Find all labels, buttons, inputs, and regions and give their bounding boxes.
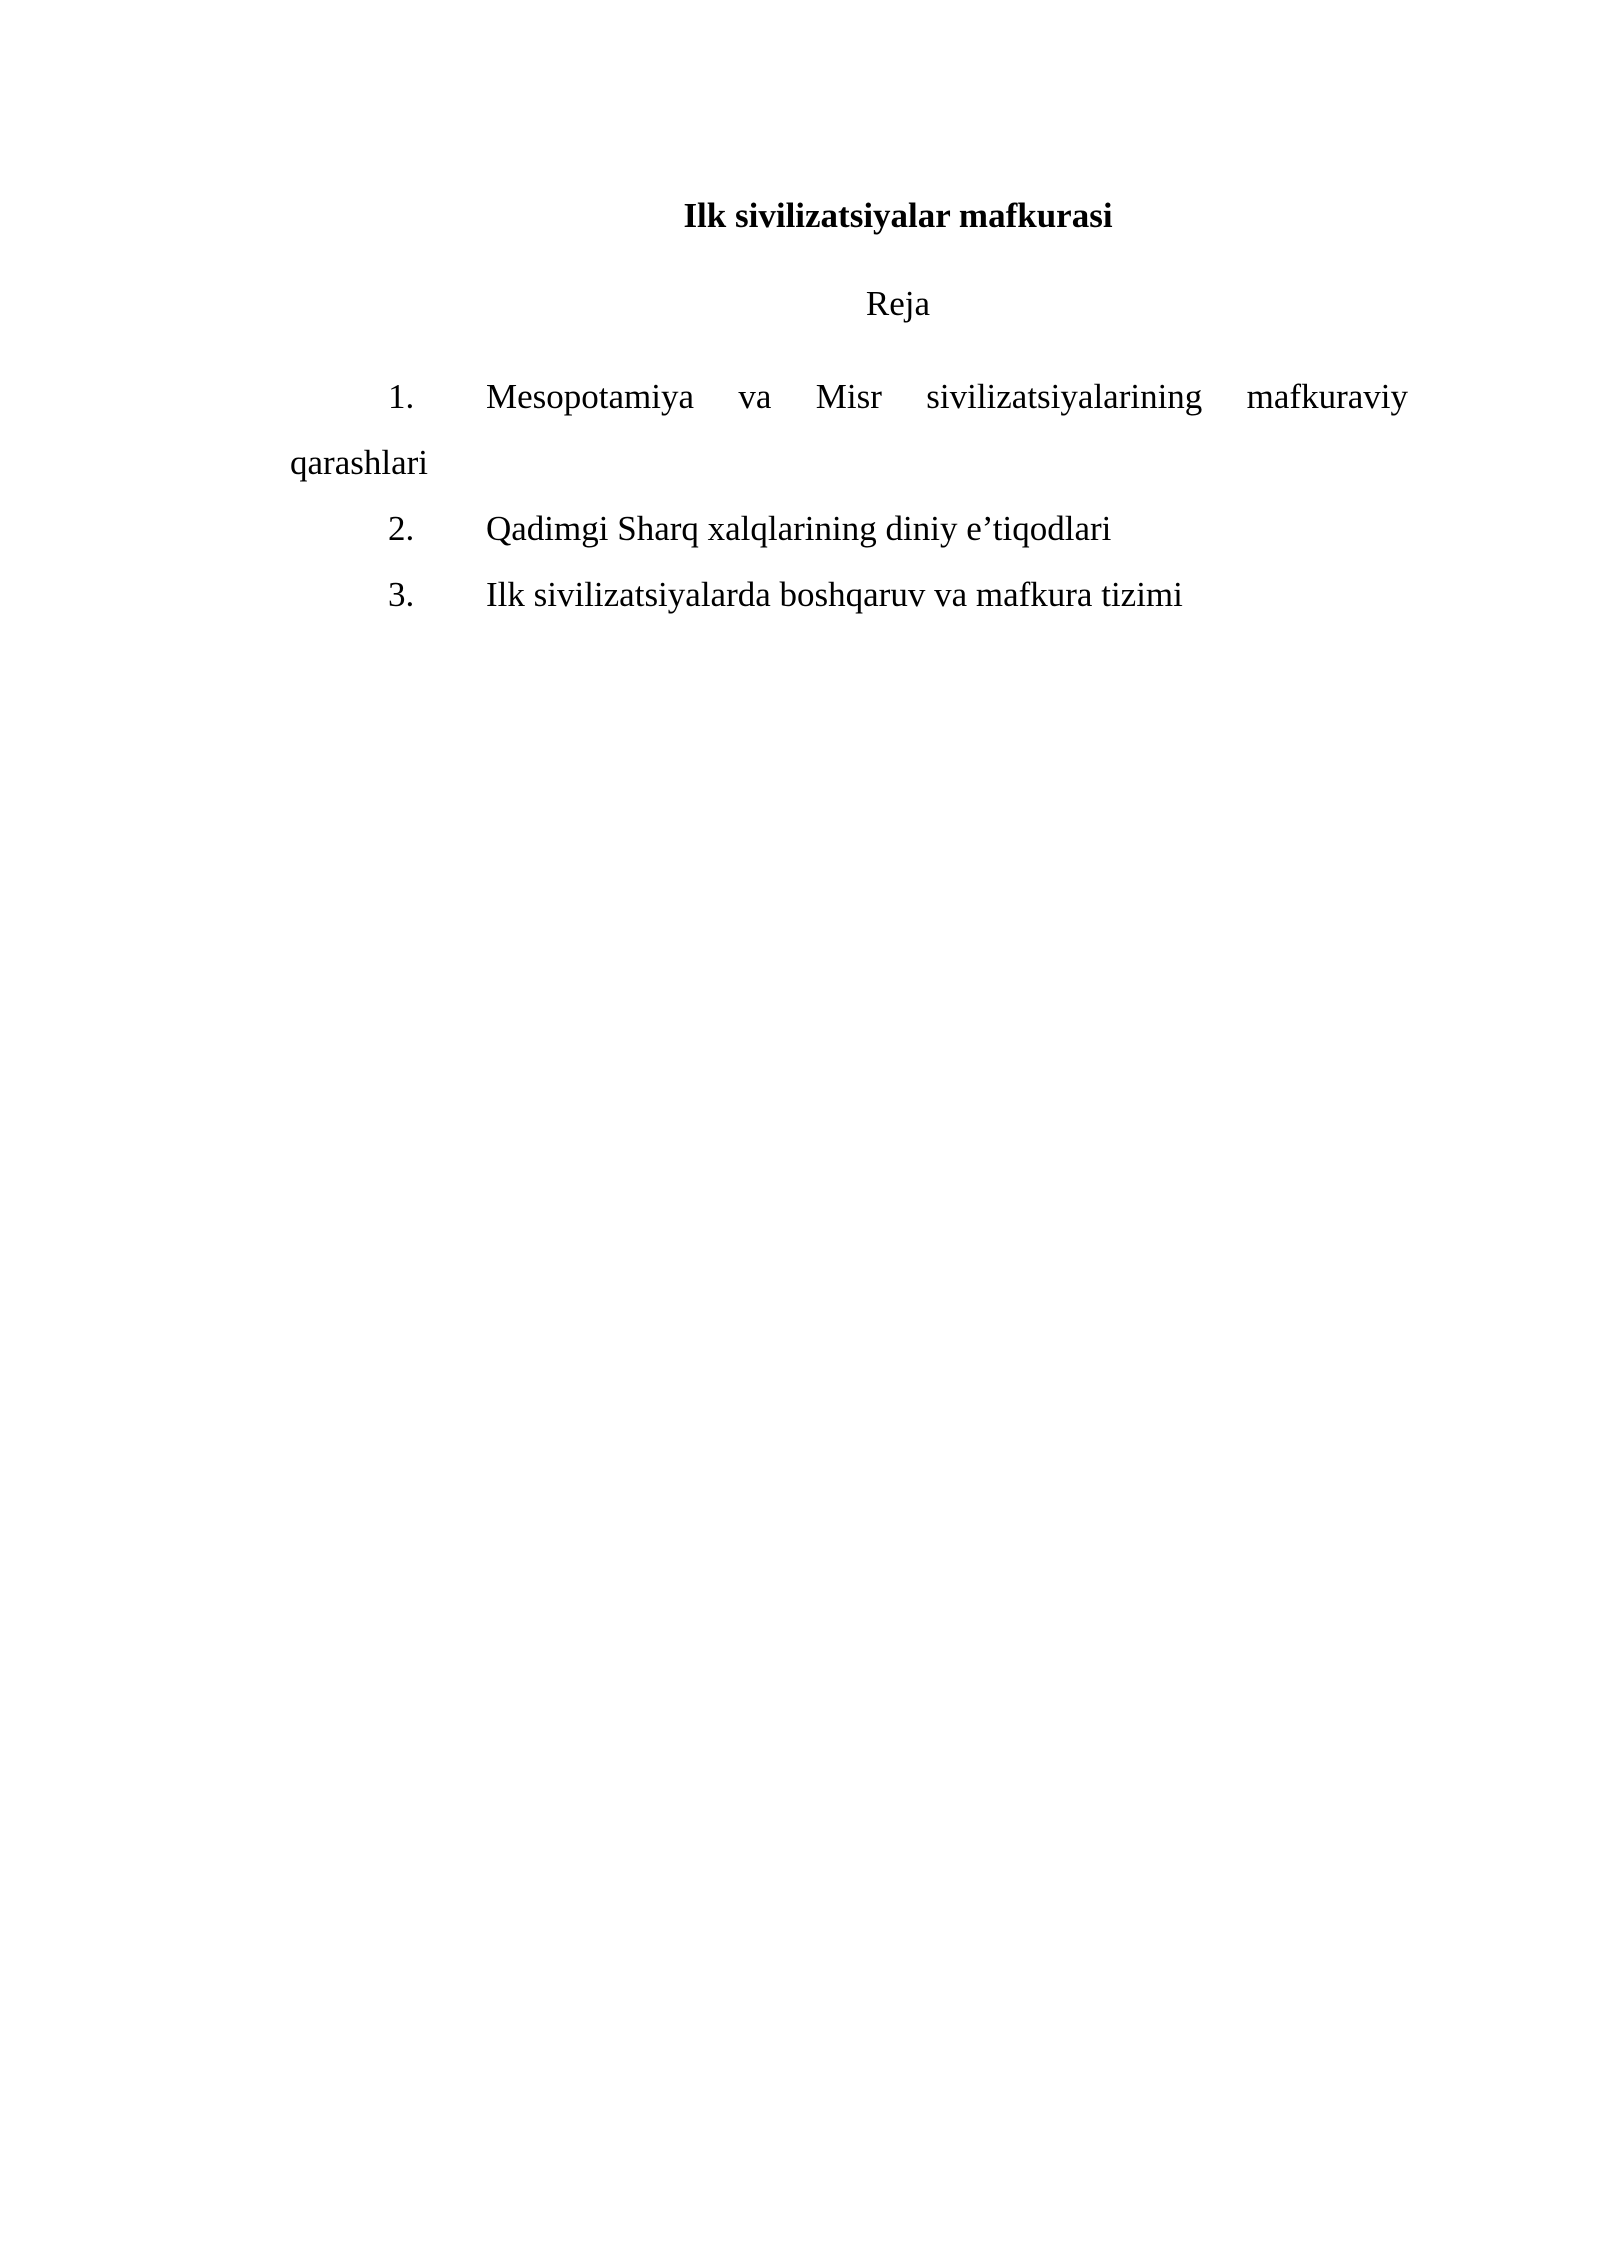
plan-item-text-continuation: qarashlari xyxy=(290,443,428,482)
plan-heading: Reja xyxy=(865,284,931,323)
plan-item xyxy=(290,364,1408,496)
plan-item xyxy=(290,562,1408,628)
plan-item xyxy=(290,496,1408,562)
plan-item-number: 3. xyxy=(388,575,415,614)
plan-item-number: 2. xyxy=(388,509,415,548)
plan-item-number: 1. xyxy=(388,377,415,416)
plan-item-text-line: Mesopotamiya va Misr sivilizatsiyalarining mafkuraviy xyxy=(486,377,1408,416)
plan-list xyxy=(290,364,1408,628)
plan-item-text: Ilk sivilizatsiyalarda boshqaruv va mafkura tizimi xyxy=(486,575,1183,614)
plan-item-text xyxy=(290,364,1408,496)
plan-item-text: Qadimgi Sharq xalqlarining diniy e’tiqodlari xyxy=(486,509,1112,548)
document-title: Ilk sivilizatsiyalar mafkurasi xyxy=(683,196,1113,235)
